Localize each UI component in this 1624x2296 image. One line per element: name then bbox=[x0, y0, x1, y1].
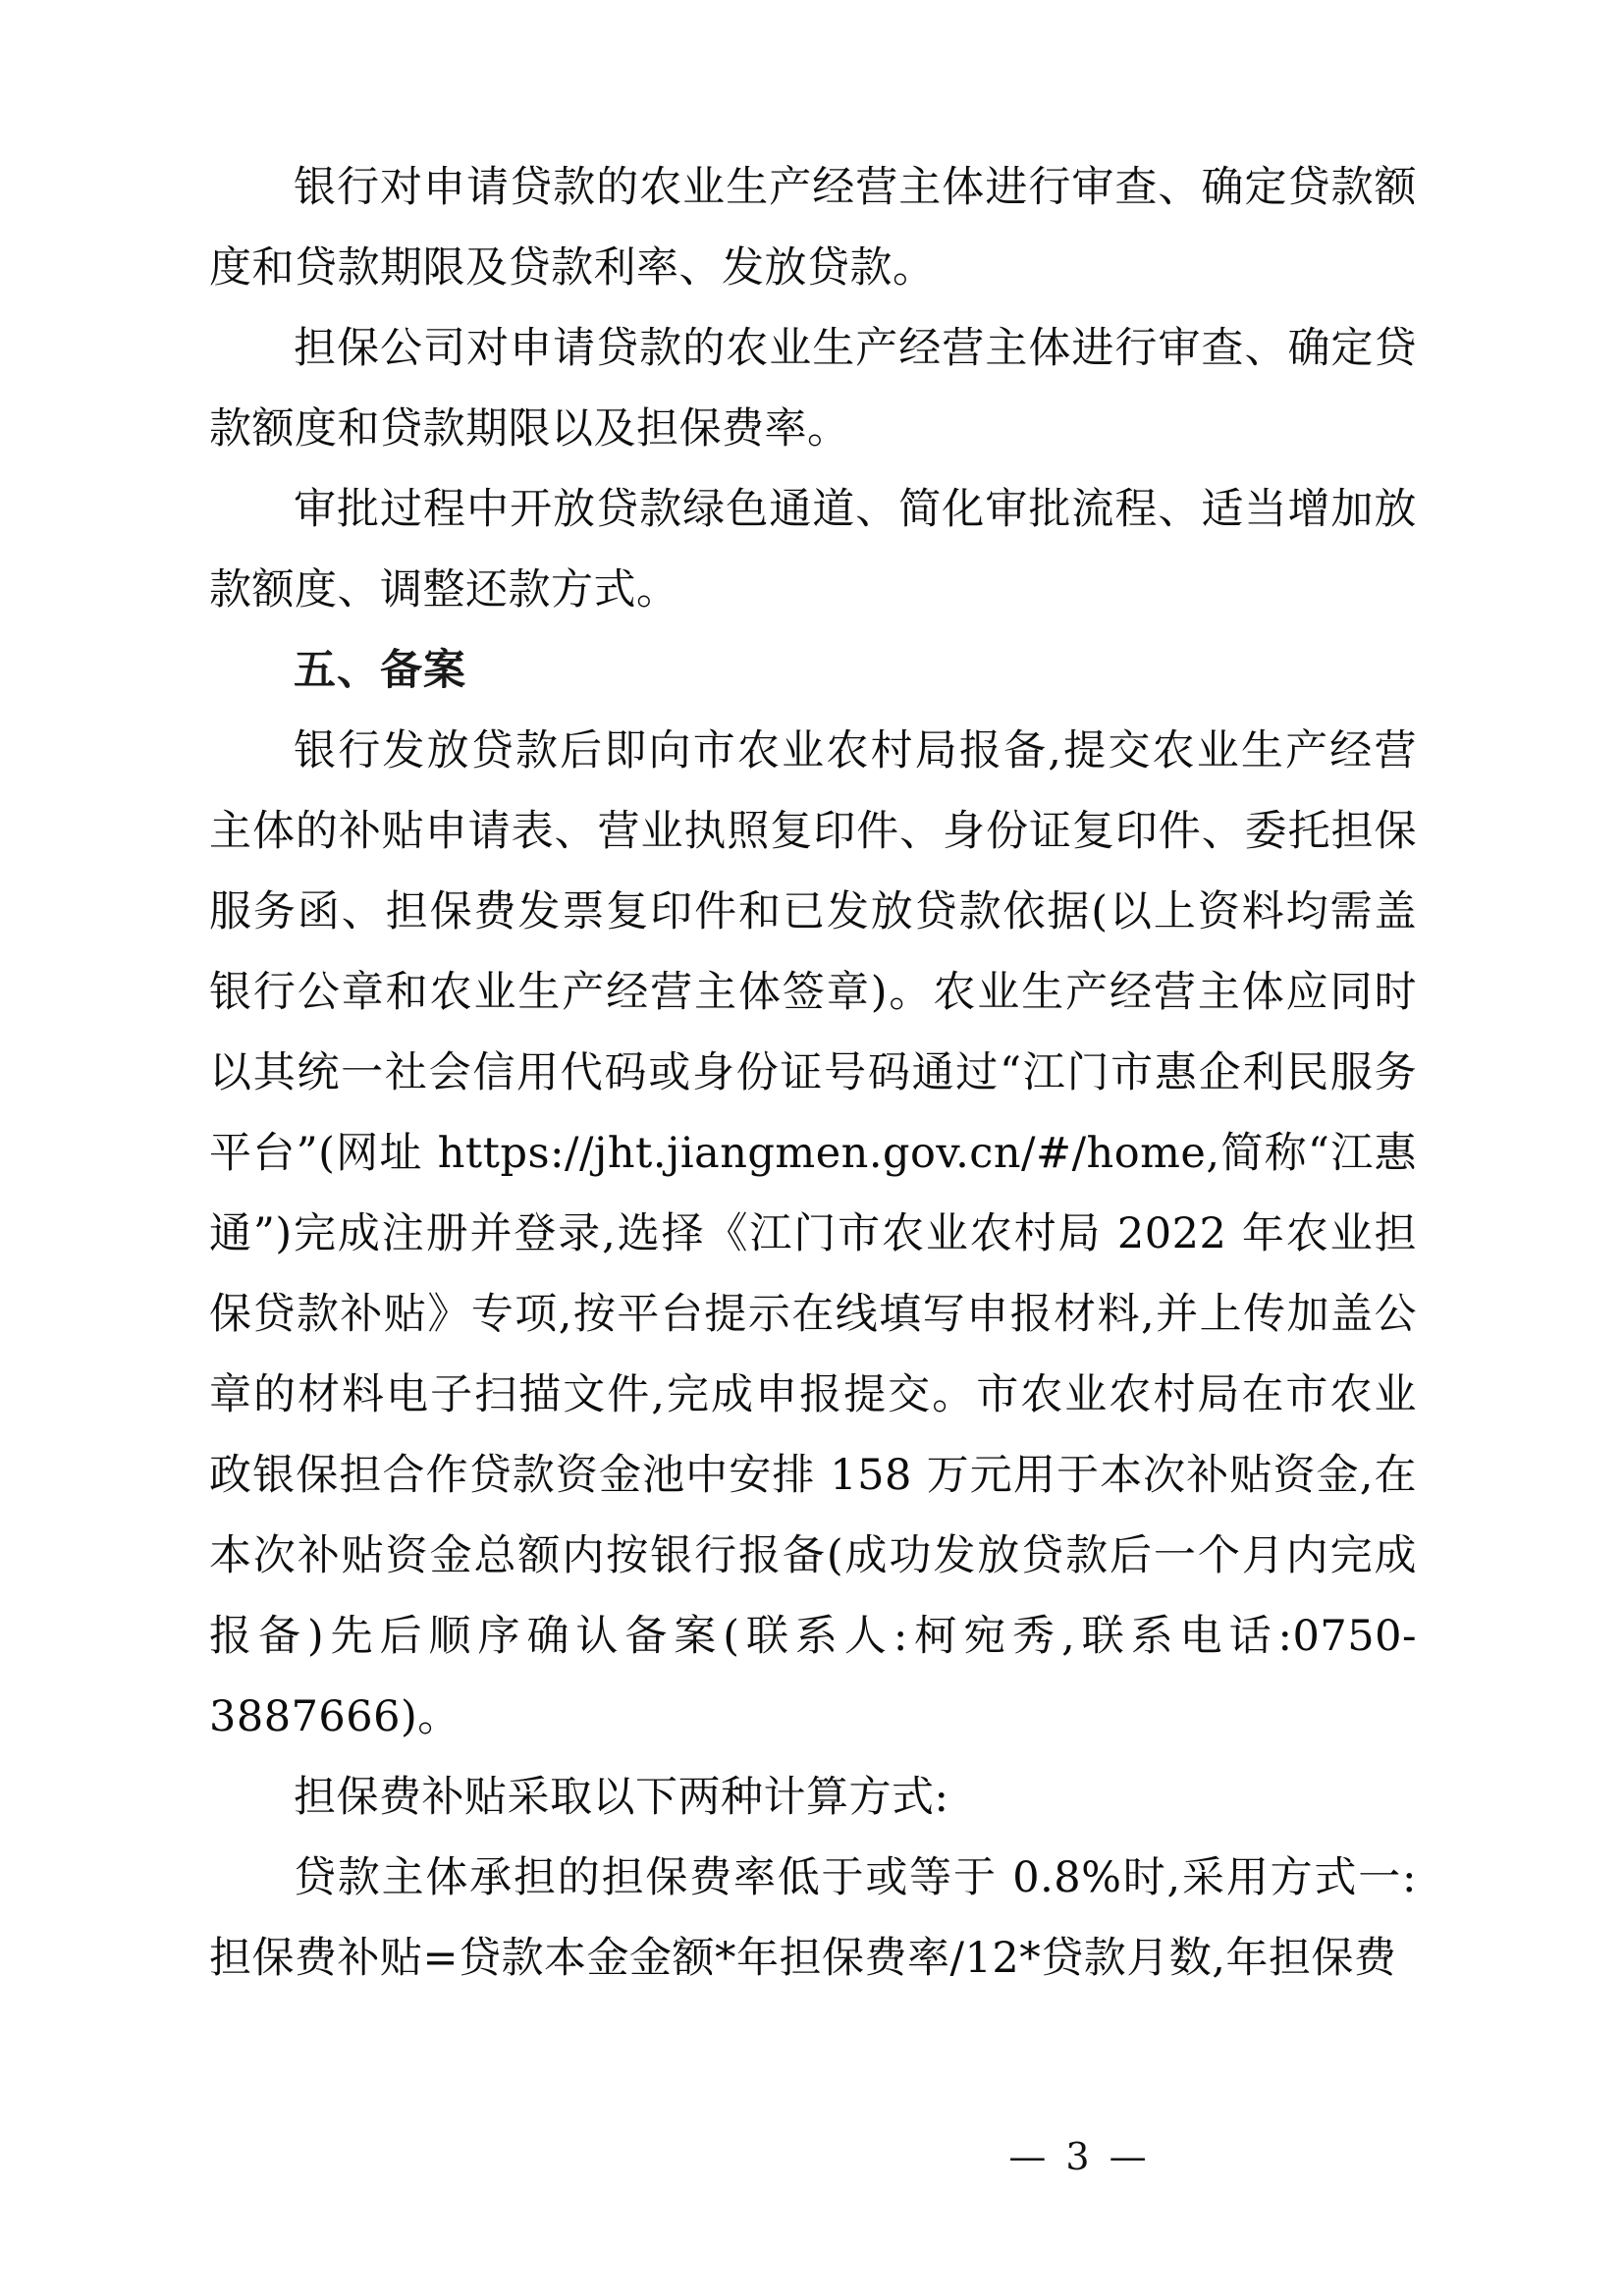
paragraph-bank-review: 银行对申请贷款的农业生产经营主体进行审查、确定贷款额度和贷款期限及贷款利率、发放贷款。 bbox=[209, 163, 1417, 293]
heading-section-five-filing: 五、备案 bbox=[294, 646, 466, 695]
paragraph-method-one: 贷款主体承担的担保费率低于或等于 0.8%时,采用方式一:担保费补贴=贷款本金金额*年担保费率/12*贷款月数,年担保费 bbox=[209, 1853, 1417, 1983]
paragraph-two-calculation-methods: 担保费补贴采取以下两种计算方式: bbox=[294, 1773, 949, 1822]
paragraph-guarantee-company-review: 担保公司对申请贷款的农业生产经营主体进行审查、确定贷款额度和贷款期限以及担保费率。 bbox=[209, 324, 1417, 454]
paragraph-filing-procedure: 银行发放贷款后即向市农业农村局报备,提交农业生产经营主体的补贴申请表、营业执照复印件、身份证复印件、委托担保服务函、担保费发票复印件和已发放贷款依据(以上资料均需盖银行公章和农业生产经营主体签章)。农业生产经营主体应同时以其统一社会信用代码或身份证号码通过“江门市惠企利民服务平台”(网址 https://jht.jiangmen.gov.cn/#/home,简称“江惠通”)完成注册并登录,选择《江门市农业农村局 2022 年农业担保贷款补贴》专项,按平台提示在线填写申报材料,并上传加盖公章的材料电子扫描文件,完成申报提交。市农业农村局在市农业政银保担合作贷款资金池中安排 158 万元用于本次补贴资金,在本次补贴资金总额内按银行报备(成功发放贷款后一个月内完成报备)先后顺序确认备案(联系人:柯宛秀,联系电话:0750-3887666)。 bbox=[209, 726, 1417, 1741]
page-number: — 3 — bbox=[1008, 2135, 1151, 2178]
document-body bbox=[209, 147, 1417, 1999]
paragraph-approval-green-channel: 审批过程中开放贷款绿色通道、简化审批流程、适当增加放款额度、调整还款方式。 bbox=[209, 485, 1417, 614]
page-footer bbox=[0, 2135, 1624, 2178]
